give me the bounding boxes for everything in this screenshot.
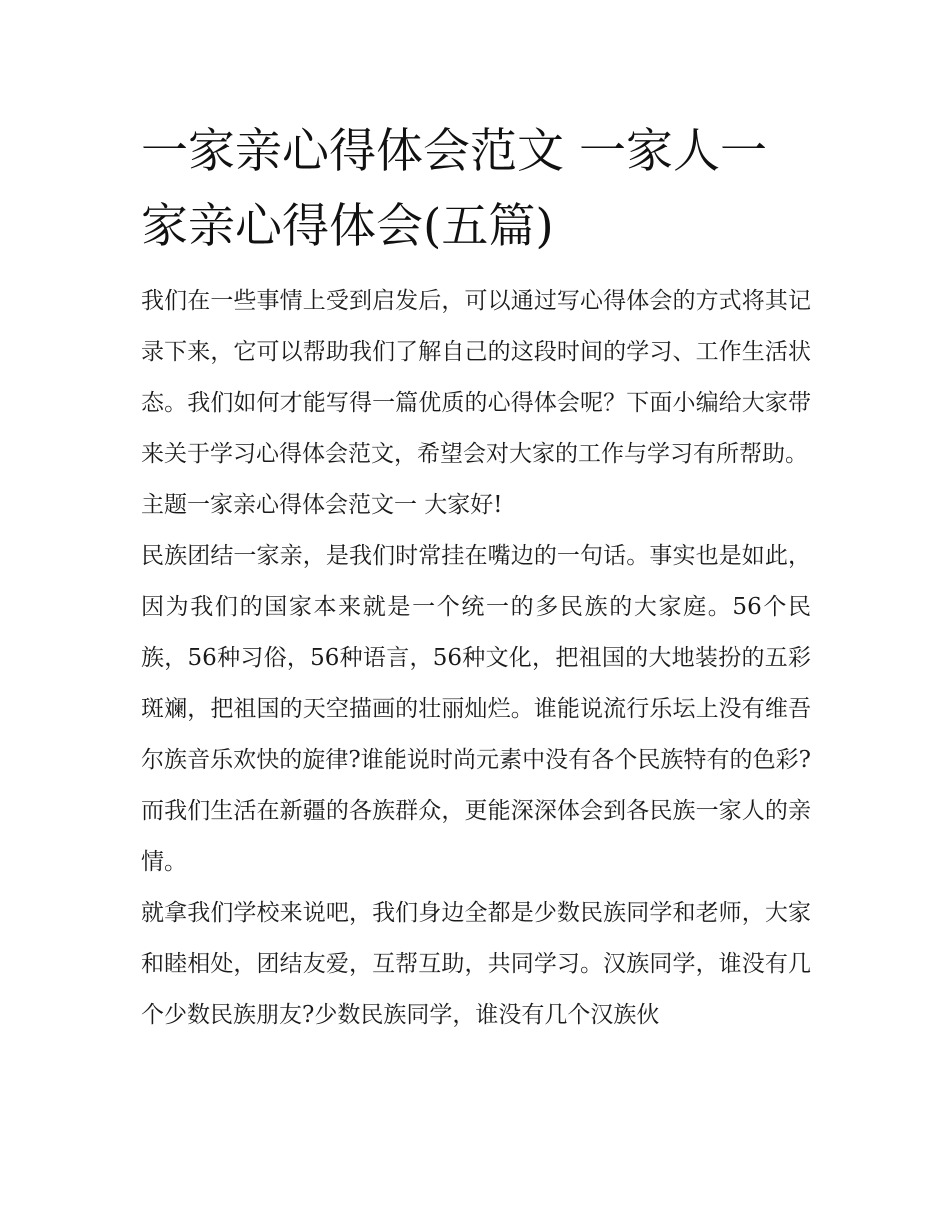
document-body: [141, 114, 811, 1041]
document-title: 一家亲心得体会范文 一家人一家亲心得体会(五篇): [141, 124, 767, 254]
body-paragraph: 民族团结一家亲，是我们时常挂在嘴边的一句话。事实也是如此，因为我们的国家本来就是一个统一的多民族的大家庭。56个民族，56种习俗，56种语言，56种文化，把祖国的大地装扮的五彩斑斓，把祖国的天空描画的壮丽灿烂。谁能说流行乐坛上没有维吾尔族音乐欢快的旋律?谁能说时尚元素中没有各个民族特有的色彩?而我们生活在新疆的各族群众，更能深深体会到各民族一家人的亲情。: [141, 543, 811, 875]
intro-paragraph: 我们在一些事情上受到启发后，可以通过写心得体会的方式将其记录下来，它可以帮助我们了解自己的这段时间的学习、工作生活状态。我们如何才能写得一篇优质的心得体会呢？下面小编给大家带来关于学习心得体会范文，希望会对大家的工作与学习有所帮助。: [141, 288, 811, 467]
body-paragraph: 就拿我们学校来说吧，我们身边全都是少数民族同学和老师，大家和睦相处，团结友爱，互帮互助，共同学习。汉族同学，谁没有几个少数民族朋友?少数民族同学，谁没有几个汉族伙: [141, 900, 811, 1028]
section-heading-paragraph: 主题一家亲心得体会范文一 大家好!: [141, 492, 503, 518]
